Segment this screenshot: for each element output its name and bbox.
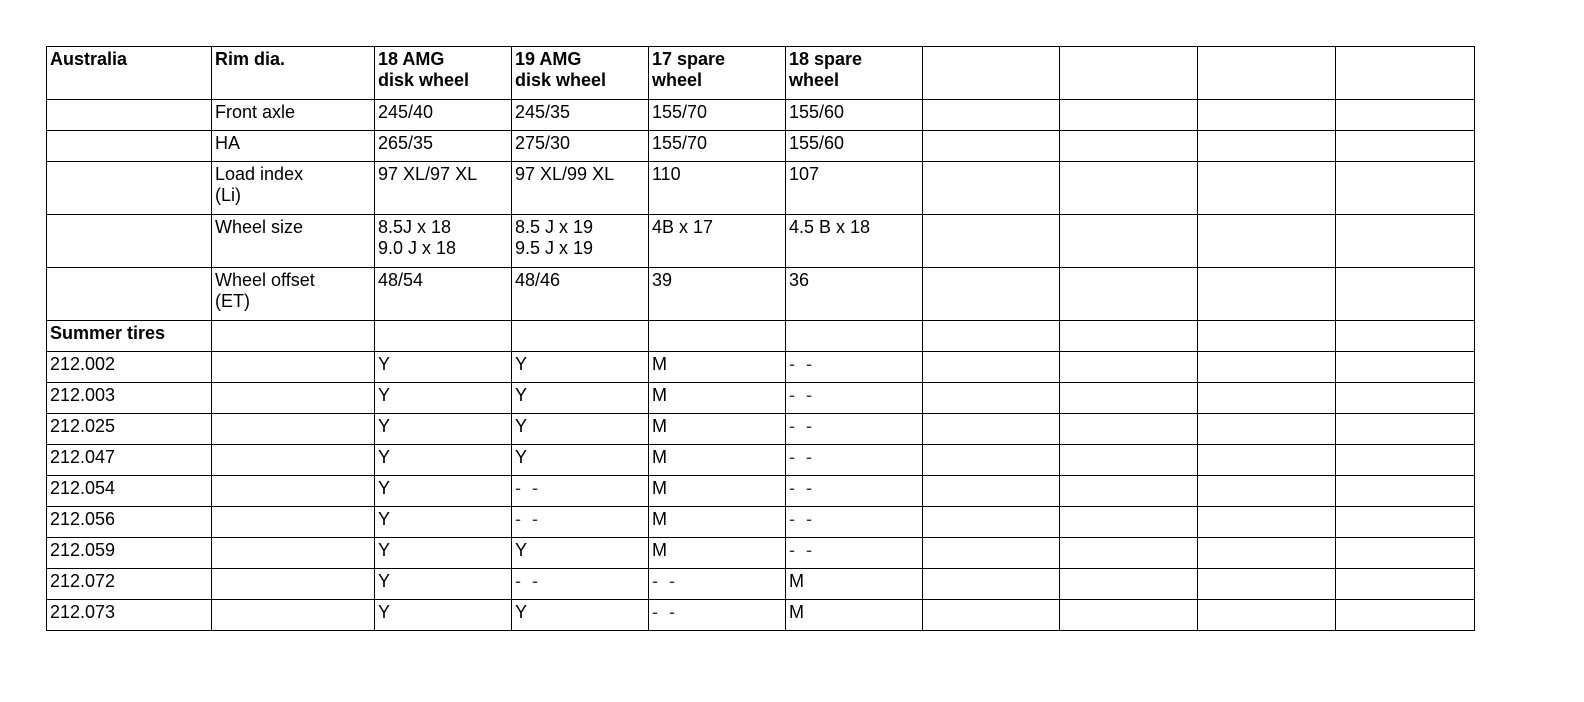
empty-cell — [375, 321, 512, 352]
empty-cell — [212, 476, 375, 507]
empty-cell — [1060, 131, 1198, 162]
model-code — [47, 538, 212, 569]
cell-text: Y — [515, 602, 528, 622]
empty-cell — [1336, 352, 1475, 383]
empty-cell — [1060, 215, 1198, 268]
fitment-value — [512, 507, 649, 538]
fitment-value — [649, 507, 786, 538]
empty-cell — [47, 162, 212, 215]
spec-value — [786, 100, 923, 131]
fitment-value — [786, 476, 923, 507]
model-row — [47, 414, 1475, 445]
cell-text: 110 — [652, 164, 681, 184]
empty-cell — [923, 162, 1060, 215]
empty-cell — [923, 476, 1060, 507]
model-row — [47, 383, 1475, 414]
spec-value — [649, 162, 786, 215]
empty-cell — [923, 600, 1060, 631]
spec-value — [649, 100, 786, 131]
empty-cell — [1198, 321, 1336, 352]
empty-cell — [1060, 569, 1198, 600]
empty-cell — [1198, 476, 1336, 507]
cell-text: 275/30 — [515, 133, 571, 153]
empty-cell — [47, 268, 212, 321]
empty-cell — [923, 215, 1060, 268]
spec-row — [47, 215, 1475, 268]
cell-text: disk wheel — [515, 70, 607, 90]
wheel-column-header — [649, 47, 786, 100]
fitment-value — [512, 538, 649, 569]
spec-value — [375, 215, 512, 268]
model-code — [47, 445, 212, 476]
empty-cell — [1060, 507, 1198, 538]
empty-cell — [1336, 162, 1475, 215]
fitment-value — [375, 445, 512, 476]
fitment-value — [649, 445, 786, 476]
cell-text: M — [789, 571, 804, 591]
cell-text: 97 XL/97 XL — [378, 164, 478, 184]
fitment-value — [512, 476, 649, 507]
cell-text: Y — [515, 540, 528, 560]
empty-cell — [1336, 383, 1475, 414]
empty-cell — [1336, 100, 1475, 131]
section-title — [47, 321, 212, 352]
empty-cell — [212, 414, 375, 445]
empty-cell — [1198, 162, 1336, 215]
spec-value — [786, 268, 923, 321]
empty-cell — [1198, 445, 1336, 476]
cell-text: Wheel offset — [215, 270, 315, 290]
cell-text: - - — [515, 571, 541, 591]
empty-cell — [47, 131, 212, 162]
cell-text: 39 — [652, 270, 673, 290]
fitment-value — [786, 352, 923, 383]
spec-value — [512, 100, 649, 131]
model-row — [47, 507, 1475, 538]
empty-cell — [212, 352, 375, 383]
cell-text: 48/54 — [378, 270, 424, 290]
model-row — [47, 445, 1475, 476]
cell-text: - - — [789, 354, 815, 374]
cell-text: 155/60 — [789, 133, 845, 153]
cell-text: M — [652, 416, 667, 436]
spec-row — [47, 131, 1475, 162]
spec-value — [512, 162, 649, 215]
spec-value — [649, 268, 786, 321]
cell-text: - - — [652, 602, 678, 622]
fitment-value — [786, 414, 923, 445]
empty-cell — [786, 321, 923, 352]
fitment-value — [512, 600, 649, 631]
cell-text: Y — [378, 478, 391, 498]
cell-text: Load index — [215, 164, 304, 184]
fitment-value — [786, 569, 923, 600]
empty-cell — [212, 569, 375, 600]
cell-text: Y — [515, 447, 528, 467]
cell-text: - - — [652, 571, 678, 591]
empty-cell — [1198, 131, 1336, 162]
cell-text: - - — [789, 509, 815, 529]
fitment-value — [786, 383, 923, 414]
empty-cell — [923, 538, 1060, 569]
fitment-value — [375, 600, 512, 631]
cell-text: 4.5 B x 18 — [789, 217, 871, 237]
model-code — [47, 507, 212, 538]
cell-text: 212.073 — [50, 602, 116, 622]
wheel-column-header — [512, 47, 649, 100]
cell-text: Wheel size — [215, 217, 304, 237]
empty-cell — [47, 100, 212, 131]
cell-text: 48/46 — [515, 270, 561, 290]
spec-value — [512, 268, 649, 321]
model-code — [47, 352, 212, 383]
cell-text: 107 — [789, 164, 820, 184]
table-body — [47, 47, 1475, 631]
fitment-value — [512, 445, 649, 476]
cell-text: 19 AMG — [515, 49, 582, 69]
cell-text: 155/60 — [789, 102, 845, 122]
spec-label — [212, 268, 375, 321]
cell-text: 18 AMG — [378, 49, 445, 69]
empty-cell — [923, 569, 1060, 600]
empty-cell — [1198, 352, 1336, 383]
empty-cell — [1198, 100, 1336, 131]
empty-cell — [212, 538, 375, 569]
spec-row — [47, 162, 1475, 215]
wheel-column-header — [375, 47, 512, 100]
cell-text: M — [652, 447, 667, 467]
cell-text: M — [652, 385, 667, 405]
cell-text: (ET) — [215, 291, 250, 311]
cell-text: Y — [378, 602, 391, 622]
cell-text: 212.059 — [50, 540, 116, 560]
spec-value — [649, 215, 786, 268]
spec-value — [786, 215, 923, 268]
spec-row — [47, 268, 1475, 321]
region-header — [47, 47, 212, 100]
cell-text: M — [789, 602, 804, 622]
cell-text: 8.5 J x 19 — [515, 217, 594, 237]
fitment-value — [512, 383, 649, 414]
cell-text: - - — [789, 447, 815, 467]
cell-text: wheel — [652, 70, 703, 90]
empty-cell — [1198, 414, 1336, 445]
empty-cell — [1336, 445, 1475, 476]
empty-cell — [1336, 507, 1475, 538]
empty-cell — [1336, 215, 1475, 268]
empty-cell — [923, 414, 1060, 445]
cell-text: 97 XL/99 XL — [515, 164, 615, 184]
fitment-value — [649, 569, 786, 600]
fitment-value — [375, 507, 512, 538]
fitment-value — [786, 445, 923, 476]
model-code — [47, 476, 212, 507]
fitment-value — [649, 600, 786, 631]
fitment-value — [375, 414, 512, 445]
fitment-value — [375, 538, 512, 569]
empty-cell — [923, 383, 1060, 414]
cell-text: Y — [378, 447, 391, 467]
empty-cell — [212, 445, 375, 476]
model-code — [47, 600, 212, 631]
cell-text: - - — [515, 478, 541, 498]
cell-text: Y — [378, 509, 391, 529]
spec-value — [512, 215, 649, 268]
empty-cell — [1198, 507, 1336, 538]
spec-value — [375, 100, 512, 131]
empty-cell — [1198, 215, 1336, 268]
cell-text: HA — [215, 133, 241, 153]
empty-cell — [1336, 268, 1475, 321]
fitment-value — [375, 476, 512, 507]
model-row — [47, 352, 1475, 383]
cell-text: 212.056 — [50, 509, 116, 529]
empty-cell — [1198, 47, 1336, 100]
cell-text: Y — [378, 416, 391, 436]
empty-cell — [1336, 569, 1475, 600]
cell-text: Australia — [50, 49, 128, 69]
cell-text: 212.072 — [50, 571, 116, 591]
cell-text: 212.003 — [50, 385, 116, 405]
cell-text: 9.0 J x 18 — [378, 238, 457, 258]
spec-label — [212, 131, 375, 162]
cell-text: Rim dia. — [215, 49, 286, 69]
empty-cell — [1336, 321, 1475, 352]
empty-cell — [1198, 569, 1336, 600]
spec-row — [47, 100, 1475, 131]
cell-text: 8.5J x 18 — [378, 217, 452, 237]
empty-cell — [47, 215, 212, 268]
model-row — [47, 538, 1475, 569]
empty-cell — [1060, 47, 1198, 100]
empty-cell — [1060, 445, 1198, 476]
cell-text: 212.047 — [50, 447, 116, 467]
spec-value — [649, 131, 786, 162]
empty-cell — [212, 321, 375, 352]
empty-cell — [1336, 538, 1475, 569]
cell-text: - - — [789, 385, 815, 405]
cell-text: M — [652, 509, 667, 529]
empty-cell — [649, 321, 786, 352]
cell-text: 212.002 — [50, 354, 116, 374]
spec-value — [786, 131, 923, 162]
cell-text: Y — [378, 385, 391, 405]
cell-text: Y — [515, 385, 528, 405]
empty-cell — [1060, 538, 1198, 569]
empty-cell — [1060, 100, 1198, 131]
empty-cell — [923, 47, 1060, 100]
empty-cell — [1060, 476, 1198, 507]
empty-cell — [1198, 268, 1336, 321]
cell-text: 212.054 — [50, 478, 116, 498]
empty-cell — [1336, 131, 1475, 162]
cell-text: 18 spare — [789, 49, 863, 69]
empty-cell — [512, 321, 649, 352]
cell-text: M — [652, 354, 667, 374]
empty-cell — [1060, 414, 1198, 445]
cell-text: wheel — [789, 70, 840, 90]
cell-text: disk wheel — [378, 70, 470, 90]
fitment-value — [375, 352, 512, 383]
empty-cell — [1198, 383, 1336, 414]
cell-text: Y — [378, 540, 391, 560]
fitment-value — [786, 507, 923, 538]
cell-text: - - — [789, 416, 815, 436]
fitment-value — [512, 352, 649, 383]
empty-cell — [1060, 352, 1198, 383]
spec-label — [212, 162, 375, 215]
cell-text: - - — [789, 540, 815, 560]
fitment-value — [375, 383, 512, 414]
empty-cell — [923, 268, 1060, 321]
empty-cell — [1060, 162, 1198, 215]
cell-text: 4B x 17 — [652, 217, 714, 237]
cell-text: 245/35 — [515, 102, 571, 122]
fitment-value — [649, 538, 786, 569]
cell-text: 155/70 — [652, 102, 708, 122]
empty-cell — [923, 507, 1060, 538]
fitment-value — [649, 383, 786, 414]
empty-cell — [1060, 600, 1198, 631]
fitment-value — [512, 414, 649, 445]
empty-cell — [1198, 538, 1336, 569]
cell-text: 17 spare — [652, 49, 726, 69]
fitment-value — [786, 538, 923, 569]
empty-cell — [1336, 414, 1475, 445]
cell-text: (Li) — [215, 185, 241, 205]
empty-cell — [923, 445, 1060, 476]
empty-cell — [1336, 47, 1475, 100]
empty-cell — [1060, 268, 1198, 321]
empty-cell — [212, 600, 375, 631]
empty-cell — [1060, 321, 1198, 352]
cell-text: Y — [515, 416, 528, 436]
cell-text: 155/70 — [652, 133, 708, 153]
spec-label — [212, 215, 375, 268]
empty-cell — [1336, 600, 1475, 631]
cell-text: 9.5 J x 19 — [515, 238, 594, 258]
empty-cell — [1060, 383, 1198, 414]
header-row — [47, 47, 1475, 100]
empty-cell — [1198, 600, 1336, 631]
cell-text: M — [652, 478, 667, 498]
fitment-value — [649, 476, 786, 507]
empty-cell — [212, 507, 375, 538]
model-row — [47, 600, 1475, 631]
model-row — [47, 569, 1475, 600]
model-code — [47, 383, 212, 414]
cell-text: 212.025 — [50, 416, 116, 436]
rim-dia-header — [212, 47, 375, 100]
cell-text: 265/35 — [378, 133, 434, 153]
spec-value — [375, 131, 512, 162]
empty-cell — [923, 100, 1060, 131]
cell-text: 245/40 — [378, 102, 434, 122]
model-code — [47, 414, 212, 445]
empty-cell — [923, 131, 1060, 162]
fitment-value — [375, 569, 512, 600]
empty-cell — [923, 321, 1060, 352]
cell-text: - - — [789, 478, 815, 498]
cell-text: Y — [378, 354, 391, 374]
spec-value — [375, 162, 512, 215]
cell-text: Front axle — [215, 102, 296, 122]
empty-cell — [1336, 476, 1475, 507]
fitment-value — [786, 600, 923, 631]
spec-value — [786, 162, 923, 215]
cell-text: 36 — [789, 270, 810, 290]
cell-text: Y — [378, 571, 391, 591]
spec-value — [375, 268, 512, 321]
tire-compatibility-table — [46, 46, 1475, 631]
cell-text: - - — [515, 509, 541, 529]
fitment-value — [512, 569, 649, 600]
section-row — [47, 321, 1475, 352]
cell-text: Y — [515, 354, 528, 374]
wheel-column-header — [786, 47, 923, 100]
empty-cell — [212, 383, 375, 414]
model-row — [47, 476, 1475, 507]
spec-value — [512, 131, 649, 162]
spec-label — [212, 100, 375, 131]
cell-text: Summer tires — [50, 323, 166, 343]
empty-cell — [923, 352, 1060, 383]
cell-text: M — [652, 540, 667, 560]
fitment-value — [649, 352, 786, 383]
fitment-value — [649, 414, 786, 445]
model-code — [47, 569, 212, 600]
